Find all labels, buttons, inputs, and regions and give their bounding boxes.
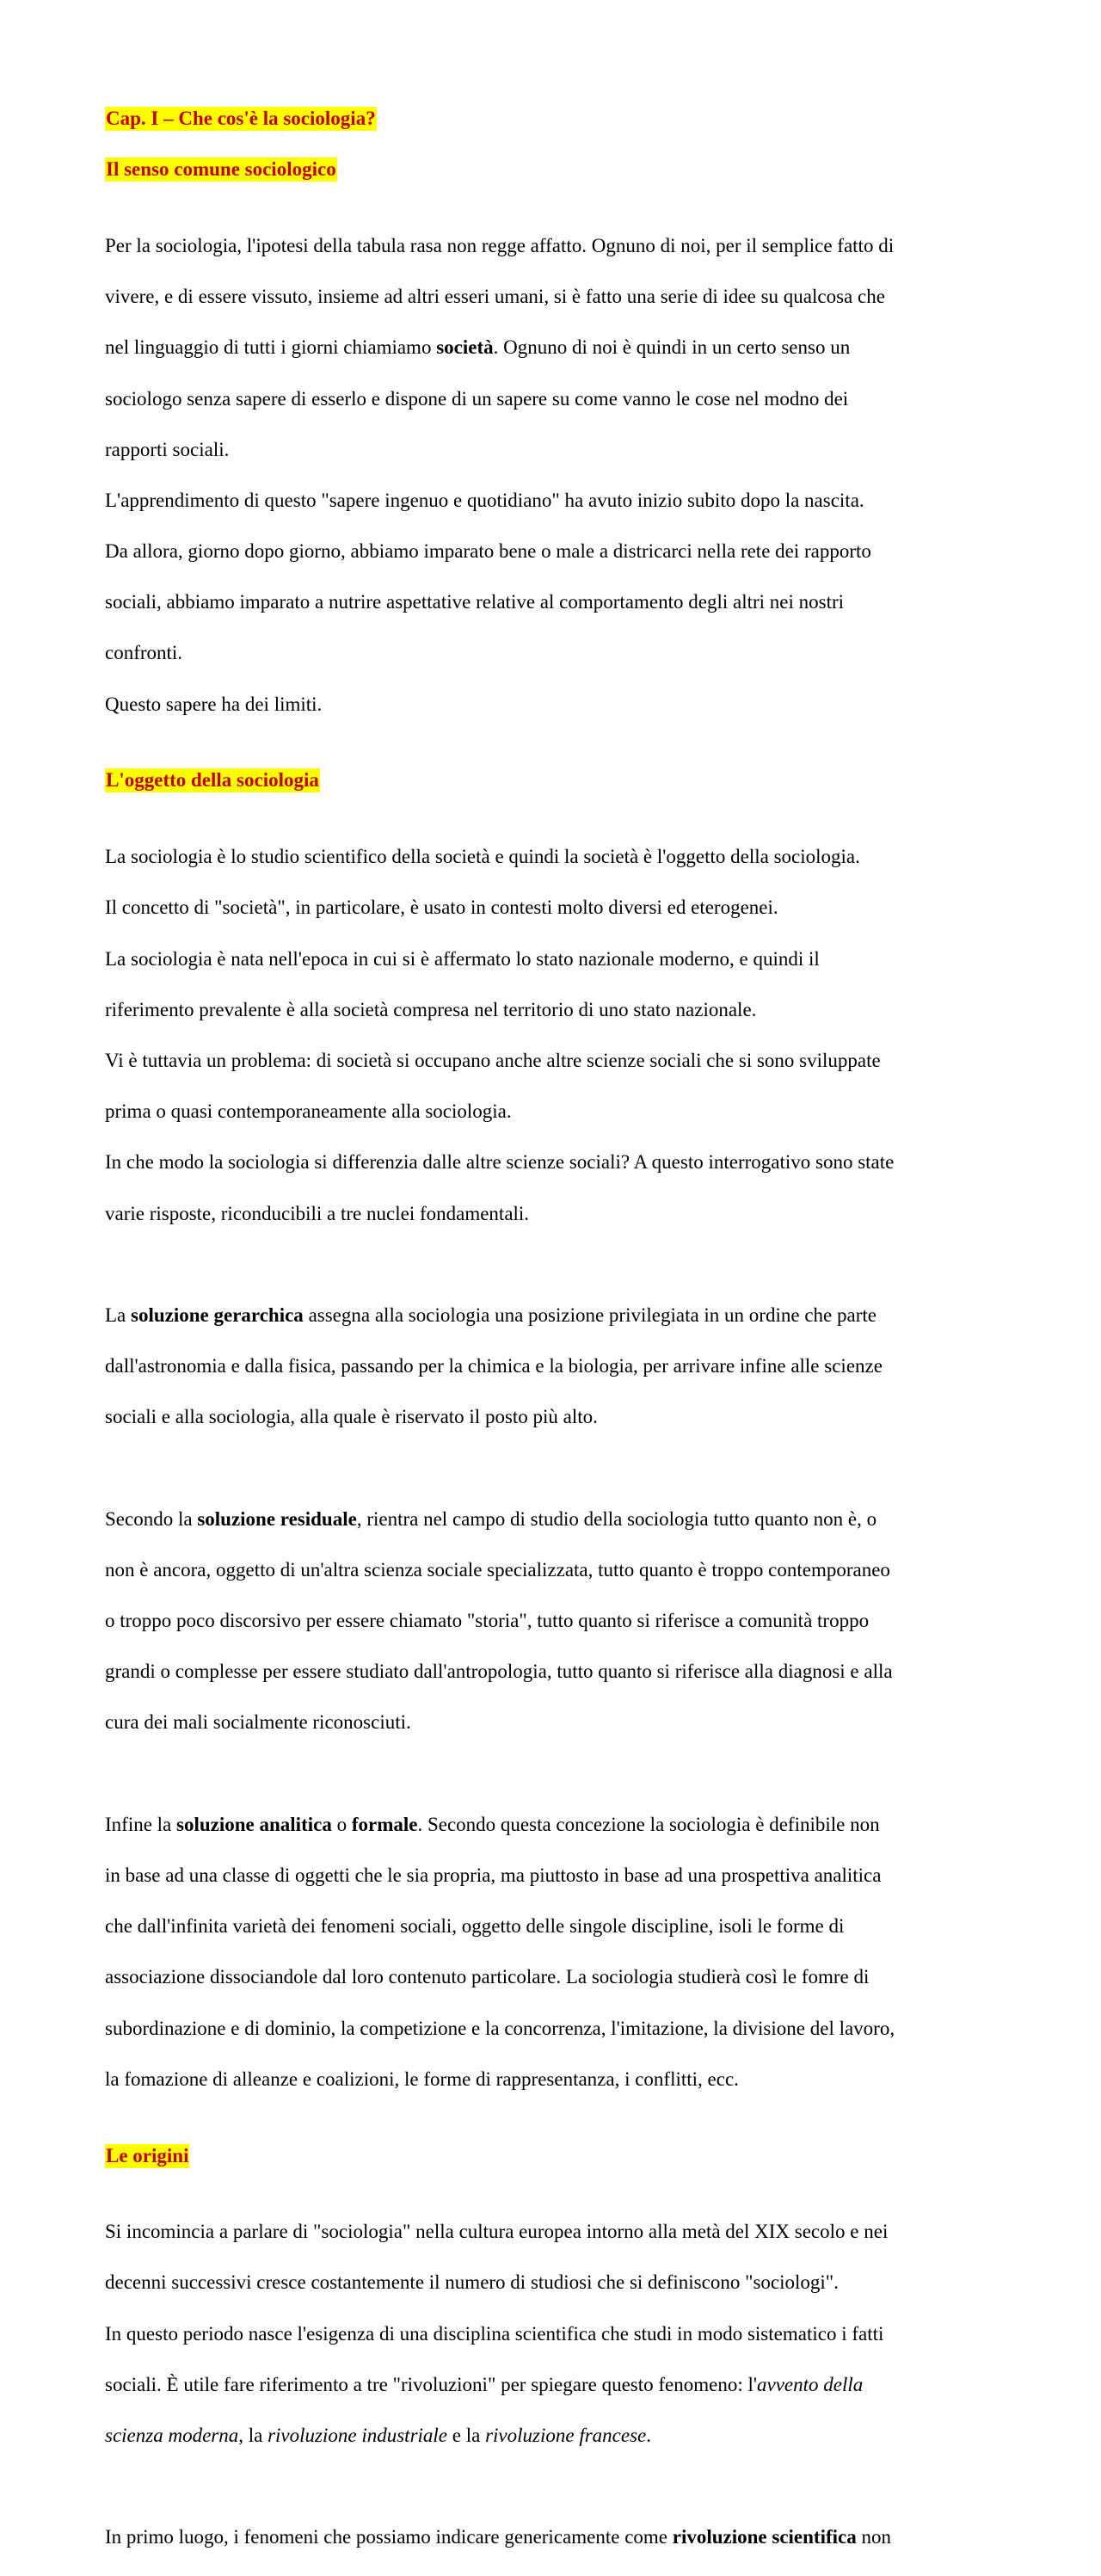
paragraph-senso-comune <box>105 207 998 742</box>
bold-term: soluzione analitica <box>176 1813 332 1835</box>
text-line: nel linguaggio di tutti i giorni chiamiamo società. Ognuno di noi è quindi in un certo senso un <box>105 336 851 359</box>
text-line: Si incomincia a parlare di "sociologia" nella cultura europea intorno alla metà del XIX secolo e nei <box>105 2221 889 2243</box>
bold-term: formale <box>351 1813 418 1835</box>
text-line: La sociologia è nata nell'epoca in cui si è affermato lo stato nazionale moderno, e quindi il <box>105 947 820 970</box>
chapter-title: Cap. I – Che cos'è la sociologia? <box>106 108 376 129</box>
paragraph-rivoluzione-scientifica <box>105 2499 998 2576</box>
text-line: non è ancora, oggetto di un'altra scienza sociale specializzata, tutto quanto è troppo contemporaneo <box>105 1558 890 1581</box>
text-line: Da allora, giorno dopo giorno, abbiamo imparato bene o male a districarci nella rete dei rapporto <box>105 540 871 563</box>
text-line: sociali, abbiamo imparato a nutrire aspettative relative al comportamento degli altri nei nostri <box>105 591 845 613</box>
italic-term: avvento della <box>757 2373 864 2395</box>
text-line: riferimento prevalente è alla società compresa nel territorio di uno stato nazionale. <box>105 998 757 1020</box>
text-line: in base ad una classe di oggetti che le sia propria, ma piuttosto in base ad una prospettiva analitica <box>105 1864 882 1886</box>
text-line: vivere, e di essere vissuto, insieme ad altri esseri umani, si è fatto una serie di idee su qualcosa che <box>105 286 885 308</box>
text-line: La soluzione gerarchica assegna alla sociologia una posizione privilegiata in un ordine che parte <box>105 1303 876 1326</box>
bold-term: rivoluzione scientifica <box>672 2526 857 2548</box>
text-line: In che modo la sociologia si differenzia dalle altre scienze sociali? A questo interrogativo sono state <box>105 1151 895 1174</box>
text-line: rapporti sociali. <box>105 438 230 460</box>
text-line: associazione dissociandole dal loro contenuto particolare. La sociologia studierà così le fomre di <box>105 1966 870 1988</box>
text-line: decenni successivi cresce costantemente il numero di studiosi che si definiscono "sociologi". <box>105 2271 839 2294</box>
paragraph-soluzione-analitica <box>105 1786 998 2117</box>
paragraph-soluzione-residuale <box>105 1481 998 1761</box>
text-line: In questo periodo nasce l'esigenza di una disciplina scientifica che studi in modo sistematico i fatti <box>105 2322 884 2345</box>
text-line: La sociologia è lo studio scientifico della società e quindi la società è l'oggetto della sociologia. <box>105 846 860 868</box>
italic-term: scienza moderna <box>105 2425 239 2447</box>
text-line: scienza moderna, la rivoluzione industriale e la rivoluzione francese. <box>105 2425 651 2447</box>
paragraph-soluzione-gerarchica <box>105 1277 998 1455</box>
text-line: che dall'infinita varietà dei fenomeni sociali, oggetto delle singole discipline, isoli le forme di <box>105 1915 845 1938</box>
text-line: L'apprendimento di questo "sapere ingenuo e quotidiano" ha avuto inizio subito dopo la nascita. <box>105 489 864 511</box>
paragraph-origini <box>105 2194 998 2474</box>
bold-term: società <box>436 336 494 359</box>
paragraph-oggetto <box>105 819 998 1252</box>
text-line: confronti. <box>105 642 183 664</box>
text-line: varie risposte, riconducibili a tre nuclei fondamentali. <box>105 1202 530 1224</box>
text-line: In primo luogo, i fenomeni che possiamo indicare genericamente come rivoluzione scientifica non <box>105 2526 891 2548</box>
text-line: la fomazione di alleanze e coalizioni, le forme di rappresentanza, i conflitti, ecc. <box>105 2068 739 2090</box>
text-line: cura dei mali socialmente riconosciuti. <box>105 1711 411 1734</box>
text-line: prima o quasi contemporaneamente alla sociologia. <box>105 1100 512 1123</box>
text-line: sociali e alla sociologia, alla quale è riservato il posto più alto. <box>105 1406 598 1428</box>
bold-term: soluzione residuale <box>197 1507 357 1530</box>
section-heading-origini: Le origini <box>106 2144 189 2166</box>
bold-term: soluzione gerarchica <box>131 1303 304 1326</box>
text-line: sociali. È utile fare riferimento a tre "rivoluzioni" per spiegare questo fenomeno: l'avvento della <box>105 2373 864 2395</box>
text-line: Il concetto di "società", in particolare, è usato in contesti molto diversi ed eterogenei. <box>105 897 778 919</box>
text-line: subordinazione e di dominio, la competizione e la concorrenza, l'imitazione, la divisione del lavoro, <box>105 2017 895 2039</box>
italic-term: rivoluzione industriale <box>268 2425 448 2447</box>
text-line: dall'astronomia e dalla fisica, passando per la chimica e la biologia, per arrivare infine alle scienze <box>105 1355 883 1377</box>
text-line: grandi o complesse per essere studiato dall'antropologia, tutto quanto si riferisce alla diagnosi e alla <box>105 1661 893 1683</box>
italic-term: rivoluzione francese <box>485 2425 647 2447</box>
text-line: Infine la soluzione analitica o formale. Secondo questa concezione la sociologia è definibile non <box>105 1813 880 1835</box>
section-heading-senso-comune: Il senso comune sociologico <box>106 158 336 181</box>
text-line: sociologo senza sapere di esserlo e dispone di un sapere su come vanno le cose nel modno dei <box>105 387 849 410</box>
text-line: Vi è tuttavia un problema: di società si occupano anche altre scienze sociali che si sono sviluppate <box>105 1049 881 1071</box>
text-line: Per la sociologia, l'ipotesi della tabula rasa non regge affatto. Ognuno di noi, per il semplice fatto di <box>105 234 895 256</box>
text-line: Secondo la soluzione residuale, rientra nel campo di studio della sociologia tutto quanto non è, o <box>105 1507 877 1530</box>
section-heading-oggetto: L'oggetto della sociologia <box>106 769 319 792</box>
text-line: Questo sapere ha dei limiti. <box>105 693 323 715</box>
text-line: o troppo poco discorsivo per essere chiamato "storia", tutto quanto si riferisce a comunità troppo <box>105 1610 870 1632</box>
